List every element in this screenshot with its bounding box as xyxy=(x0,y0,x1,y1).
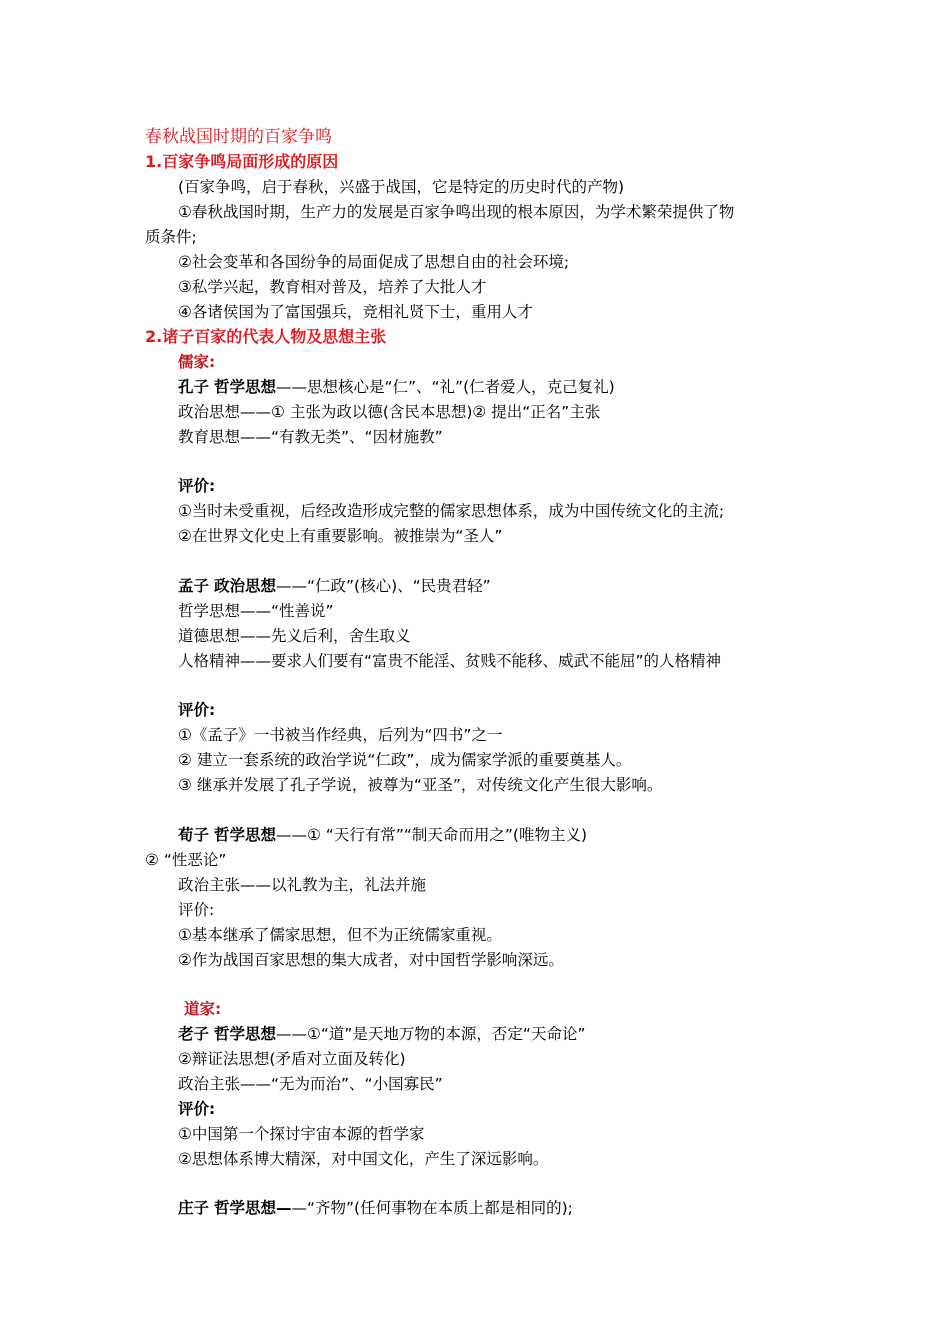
xunzi-philosophy-2: ② “性恶论” xyxy=(145,851,227,869)
laozi-eval-1: ①中国第一个探讨宇宙本源的哲学家 xyxy=(178,1125,425,1143)
laozi-phil-label: 哲学思想 xyxy=(213,1025,276,1043)
xunzi-eval-label: 评价: xyxy=(178,901,215,919)
mengzi-pol-label: 政治思想 xyxy=(213,577,276,595)
xunzi-philosophy xyxy=(178,824,587,846)
kongzi-name: 孔子 xyxy=(178,378,210,396)
section-heading-schools: 2.诸子百家的代表人物及思想主张 xyxy=(145,327,387,346)
zhuangzi-phil-label: 哲学思想— xyxy=(213,1199,292,1217)
kongzi-eval-label: 评价: xyxy=(178,477,216,495)
causes-intro: (百家争鸣，启于春秋，兴盛于战国，它是特定的历史时代的产物) xyxy=(178,178,625,196)
cause-1-line-1: ①春秋战国时期，生产力的发展是百家争鸣出现的根本原因，为学术繁荣提供了物 xyxy=(178,203,735,221)
mengzi-eval-2: ② 建立一套系统的政治学说“仁政”，成为儒家学派的重要奠基人。 xyxy=(178,751,632,769)
xunzi-phil-label: 哲学思想 xyxy=(213,826,276,844)
laozi-name: 老子 xyxy=(178,1025,210,1043)
kongzi-eval-2: ②在世界文化史上有重要影响。被推崇为“圣人” xyxy=(178,527,503,545)
kongzi-phil-text: ——思想核心是“仁”、“礼”(仁者爱人，克己复礼) xyxy=(275,378,615,396)
zhuangzi-phil-text: —“齐物”(任何事物在本质上都是相同的); xyxy=(291,1199,573,1217)
laozi-philosophy-2: ②辩证法思想(矛盾对立面及转化) xyxy=(178,1050,406,1068)
kongzi-phil-label: 哲学思想 xyxy=(213,378,276,396)
cause-3: ③私学兴起，教育相对普及，培养了大批人才 xyxy=(178,278,487,296)
mengzi-philosophy: 哲学思想——“性善说” xyxy=(178,602,334,620)
laozi-eval-label: 评价: xyxy=(178,1100,216,1118)
mengzi-pol-text: ——“仁政”(核心)、“民贵君轻” xyxy=(275,577,491,595)
cause-4: ④各诸侯国为了富国强兵，竞相礼贤下士，重用人才 xyxy=(178,303,533,321)
kongzi-eval-1: ①当时未受重视，后经改造形成完整的儒家思想体系，成为中国传统文化的主流; xyxy=(178,502,725,520)
mengzi-politics xyxy=(178,575,491,597)
laozi-politics: 政治主张——“无为而治”、“小国寡民” xyxy=(178,1075,443,1093)
mengzi-eval-3: ③ 继承并发展了孔子学说，被尊为“亚圣”，对传统文化产生很大影响。 xyxy=(178,776,663,794)
cause-1-line-2: 质条件; xyxy=(145,228,197,246)
confucian-school-label: 儒家: xyxy=(178,353,216,371)
xunzi-eval-2: ②作为战国百家思想的集大成者，对中国哲学影响深远。 xyxy=(178,951,564,969)
cause-2: ②社会变革和各国纷争的局面促成了思想自由的社会环境; xyxy=(178,253,570,271)
kongzi-politics: 政治思想——① 主张为政以德(含民本思想)② 提出“正名”主张 xyxy=(178,403,601,421)
laozi-philosophy xyxy=(178,1023,586,1045)
xunzi-eval-1: ①基本继承了儒家思想，但不为正统儒家重视。 xyxy=(178,926,502,944)
mengzi-name: 孟子 xyxy=(178,577,210,595)
taoist-school-label: 道家: xyxy=(184,1000,222,1018)
mengzi-personality: 人格精神——要求人们要有“富贵不能淫、贫贱不能移、威武不能屈”的人格精神 xyxy=(178,652,722,670)
section-heading-causes: 1.百家争鸣局面形成的原因 xyxy=(145,152,339,171)
laozi-eval-2: ②思想体系博大精深，对中国文化，产生了深远影响。 xyxy=(178,1150,549,1168)
xunzi-phil-text: ——① “天行有常”“制天命而用之”(唯物主义) xyxy=(275,826,588,844)
kongzi-education: 教育思想——“有教无类”、“因材施教” xyxy=(178,428,443,446)
zhuangzi-philosophy xyxy=(178,1197,573,1219)
xunzi-politics: 政治主张——以礼教为主，礼法并施 xyxy=(178,876,427,894)
xunzi-name: 荀子 xyxy=(178,826,210,844)
zhuangzi-name: 庄子 xyxy=(178,1199,210,1217)
mengzi-eval-1: ①《孟子》一书被当作经典，后列为“四书”之一 xyxy=(178,726,503,744)
mengzi-morality: 道德思想——先义后利，舍生取义 xyxy=(178,627,411,645)
mengzi-eval-label: 评价: xyxy=(178,701,216,719)
document-title: 春秋战国时期的百家争鸣 xyxy=(145,127,332,147)
laozi-phil-text: ——①“道”是天地万物的本源，否定“天命论” xyxy=(275,1025,586,1043)
kongzi-philosophy xyxy=(178,376,615,398)
